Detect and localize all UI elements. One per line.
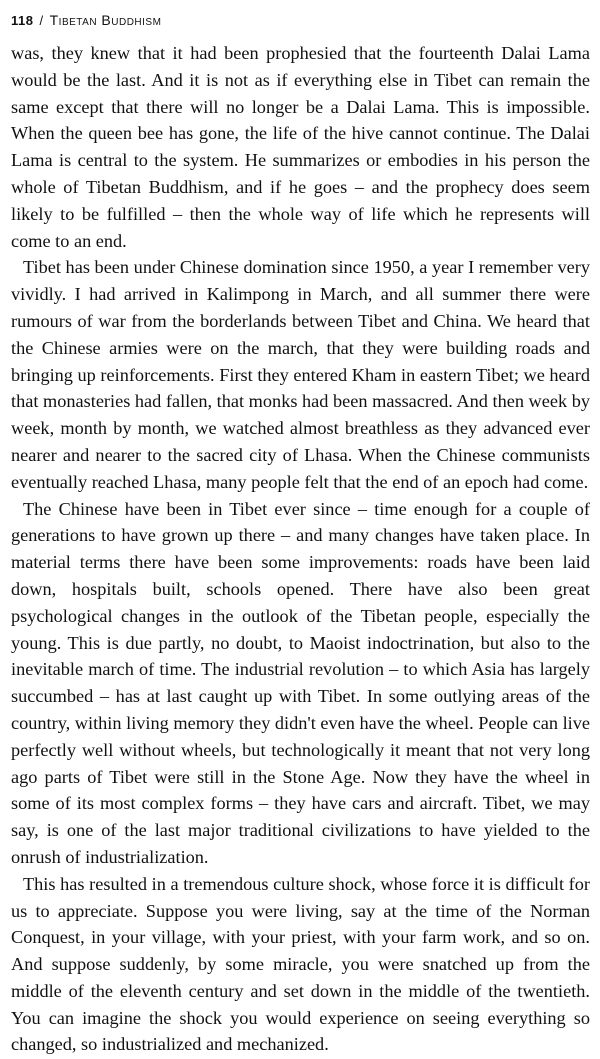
- paragraph-4: This has resulted in a tremendous culture shock, whose force it is difficult for us to appreciate. Suppose you were living, say at the time of the Norman Conquest, in your village, with your priest, with your farm work, and so on. And suppose suddenly, by some miracle, you were snatched up from the middle of the eleventh century and set down in the middle of the twentieth. You can imagine the shock you would experience on seeing everything so changed, so industrialized and mechanized.: [11, 873, 590, 1055]
- body-text: [11, 40, 590, 1058]
- running-head: [11, 10, 590, 40]
- running-title: Tibetan Buddhism: [49, 12, 162, 28]
- paragraph-1: was, they knew that it had been prophesied that the fourteenth Dalai Lama would be the last. And it is not as if everything else in Tibet can remain the same except that there will no longer be a Dalai Lama. This is impossible. When the queen bee has gone, the life of the hive cannot continue. The Dalai Lama is central to the system. He summarizes or embodies in his person the whole of Tibetan Buddhism, and if he goes – and the prophecy does seem likely to be fulfilled – then the whole way of life which he represents will come to an end.: [11, 43, 590, 251]
- paragraph-2: Tibet has been under Chinese domination since 1950, a year I remember very vividly. I had arrived in Kalimpong in March, and all summer there were rumours of war from the borderlands between Tibet and China. We heard that the Chinese armies were on the march, that they were building roads and bringing up reinforcements. First they entered Kham in eastern Tibet; we heard that monasteries had fallen, that monks had been massacred. And then week by week, month by month, we watched almost breathless as they advanced ever nearer and nearer to the sacred city of Lhasa. When the Chinese communists eventually reached Lhasa, many people felt that the end of an epoch had come.: [11, 257, 590, 492]
- page-number: 118: [11, 13, 34, 28]
- header-separator: /: [39, 13, 44, 28]
- paragraph-3: The Chinese have been in Tibet ever since – time enough for a couple of generations to have grown up there – and many changes have taken place. In material terms there have been some improvements: roads have been laid down, hospitals built, schools opened. There have also been great psychological changes in the outlook of the Tibetan people, especially the young. This is due partly, no doubt, to Maoist indoctrination, but also to the inevitable march of time. The industrial revolution – to which Asia has largely succumbed – has at last caught up with Tibet. In some outlying areas of the country, within living memory they didn't even have the wheel. People can live perfectly well without wheels, but technologically it meant that not very long ago parts of Tibet were still in the Stone Age. Now they have the wheel in some of its most complex forms – they have cars and aircraft. Tibet, we may say, is one of the last major traditional civilizations to have yielded to the onrush of industrialization.: [11, 498, 590, 867]
